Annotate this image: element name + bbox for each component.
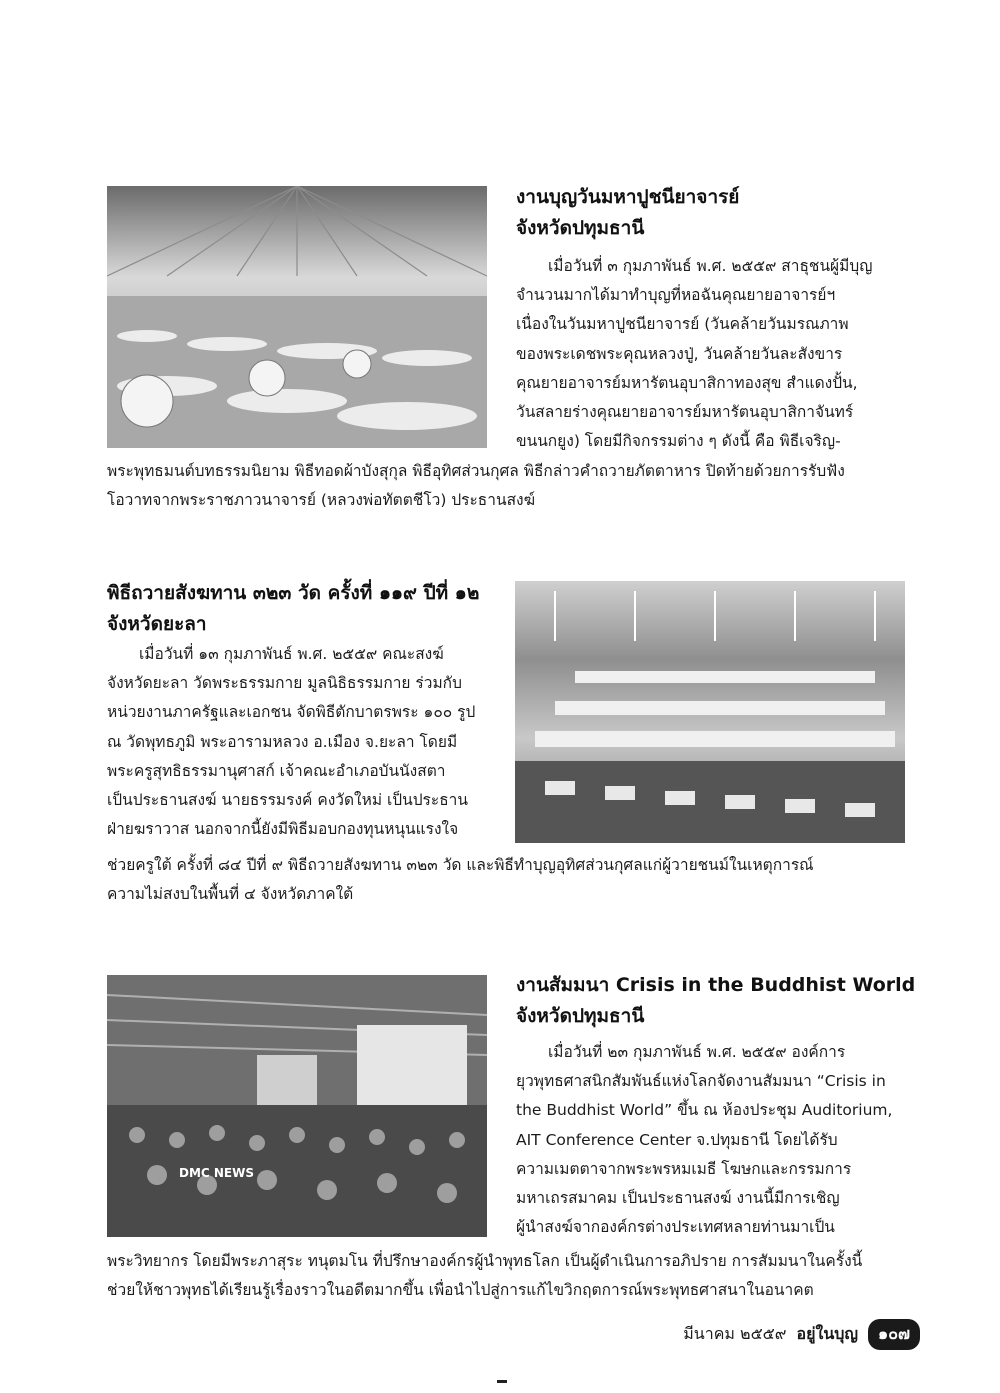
article-2-body-line-4: ณ วัดพุทธภูมิ พระอารามหลวง อ.เมือง จ.ยะลา โดยมี (107, 732, 458, 751)
footer-magazine-name: อยู่ในบุญ (796, 1323, 859, 1343)
article-1-body-line-1: เมื่อวันที่ ๓ กุมภาพันธ์ พ.ศ. ๒๕๕๙ สาธุชนผู้มีบุญ (548, 257, 873, 275)
article-2-body-line-3: หน่วยงานภาครัฐและเอกชน จัดพิธีตักบาตรพระ ๑๐๐ รูป (107, 703, 476, 722)
article-3-photo (107, 975, 487, 1237)
article-1-body-line-5: คุณยายอาจารย์มหารัตนอุบาสิกาทองสุข สำแดงปั้น, (516, 373, 858, 392)
article-1-photo (107, 186, 487, 448)
article-2-body-column (107, 640, 505, 844)
article-3-body-line-4: AIT Conference Center จ.ปทุมธานี โดยได้รับ (516, 1130, 838, 1149)
article-2-body-tail-line-2: ความไม่สงบในพื้นที่ ๔ จังหวัดภาคใต้ (107, 885, 354, 904)
article-2-body-line-6: เป็นประธานสงฆ์ นายธรรมรงค์ คงวัดใหม่ เป็นประธาน (107, 791, 468, 810)
article-2-title (107, 578, 507, 640)
article-2-body-line-7: ฝ่ายฆราวาส นอกจากนี้ยังมีพิธีมอบกองทุนหนุนแรงใจ (107, 820, 459, 839)
article-1-body-full (107, 457, 919, 515)
article-3-body-full (107, 1247, 919, 1305)
page-number-badge: ๑๐๗ (868, 1319, 920, 1350)
page-footer (630, 1318, 920, 1350)
photo-watermark-text: DMC NEWS (179, 1166, 255, 1180)
article-1-body-line-2: จำนวนมากได้มาทำบุญที่หอฉันคุณยายอาจารย์ฯ (516, 286, 836, 305)
article-3-title-line-2: จังหวัดปทุมธานี (516, 1005, 645, 1027)
article-1-body-tail-line-1: พระพุทธมนต์บทธรรมนิยาม พิธีทอดผ้าบังสุกุล พิธีอุทิศส่วนกุศล พิธีกล่าวคำถวายภัตตาหาร ปิดท้ายด้วยการรับฟัง (107, 462, 845, 480)
article-3-body-line-6: มหาเถรสมาคม เป็นประธานสงฆ์ งานนี้มีการเชิญ (516, 1189, 840, 1208)
article-1-title-line-2: จังหวัดปทุมธานี (516, 217, 645, 239)
article-3-body-column (516, 1038, 918, 1242)
article-2-title-line-2: จังหวัดยะลา (107, 613, 207, 635)
article-2-body-line-5: พระครูสุทธิธรรมานุศาสก์ เจ้าคณะอำเภอบันนังสตา (107, 761, 446, 780)
article-3-body-line-3: the Buddhist World” ขึ้น ณ ห้องประชุม Auditorium, (516, 1101, 893, 1120)
article-1-title-line-1: งานบุญวันมหาปูชนียาจารย์ (516, 186, 740, 208)
article-1-title (516, 182, 916, 244)
article-2-body-tail-line-1: ช่วยครูใต้ ครั้งที่ ๘๔ ปีที่ ๙ พิธีถวายสังฆทาน ๓๒๓ วัด และพิธีทำบุญอุทิศส่วนกุศลแก่ผู้วายชนม์ในเหตุการณ์ (107, 856, 814, 874)
article-3-body-line-2: ยุวพุทธศาสนิกสัมพันธ์แห่งโลกจัดงานสัมมนา “Crisis in (516, 1072, 886, 1091)
photo-hall-crowd (107, 186, 487, 448)
article-3-body-line-1: เมื่อวันที่ ๒๓ กุมภาพันธ์ พ.ศ. ๒๕๕๙ องค์การ (548, 1043, 846, 1061)
article-2-body-line-2: จังหวัดยะลา วัดพระธรรมกาย มูลนิธิธรรมกาย ร่วมกับ (107, 674, 462, 693)
article-1-body-line-4: ของพระเดชพระคุณหลวงปู่, วันคล้ายวันละสังขาร (516, 344, 843, 363)
article-3-title (516, 970, 916, 1032)
article-2-body-line-1: เมื่อวันที่ ๑๓ กุมภาพันธ์ พ.ศ. ๒๕๕๙ คณะสงฆ์ (139, 645, 444, 663)
article-1-body-line-6: วันสลายร่างคุณยายอาจารย์มหารัตนอุบาสิกาจันทร์ (516, 403, 854, 422)
article-1-body-column (516, 252, 918, 456)
article-3-body-tail-line-2: ช่วยให้ชาวพุทธได้เรียนรู้เรื่องราวในอดีตมากขึ้น เพื่อนำไปสู่การแก้ไขวิกฤตการณ์พระพุทธศาสนาในอนาคต (107, 1281, 814, 1300)
article-3-body-line-5: ความเมตตาจากพระพรหมเมธี โฆษกและกรรมการ (516, 1159, 852, 1178)
photo-seminar-auditorium (107, 975, 487, 1237)
photo-merit-ceremony (515, 581, 905, 843)
article-1-body-tail-line-2: โอวาทจากพระราชภาวนาจารย์ (หลวงพ่อทัตตชีโว) ประธานสงฆ์ (107, 491, 536, 510)
article-2-body-full (107, 851, 919, 909)
article-3-body-tail-line-1: พระวิทยากร โดยมีพระภาสุระ ทนุตมโน ที่ปรึกษาองค์กรผู้นำพุทธโลก เป็นผู้ดำเนินการอภิปราย การสัมมนาในครั้งนี้ (107, 1252, 863, 1270)
article-3-title-line-1: งานสัมมนา Crisis in the Buddhist World (516, 974, 916, 996)
footer-month-year: มีนาคม ๒๕๕๙ (683, 1323, 787, 1343)
article-2-photo (515, 581, 905, 843)
crop-mark (497, 1380, 507, 1391)
article-3-body-line-7: ผู้นำสงฆ์จากองค์กรต่างประเทศหลายท่านมาเป็น (516, 1218, 835, 1237)
article-1-body-line-7: ขนนกยูง) โดยมีกิจกรรมต่าง ๆ ดังนี้ คือ พิธีเจริญ- (516, 432, 841, 451)
article-2-title-line-1: พิธีถวายสังฆทาน ๓๒๓ วัด ครั้งที่ ๑๑๙ ปีที่ ๑๒ (107, 582, 480, 604)
article-1-body-line-3: เนื่องในวันมหาปูชนียาจารย์ (วันคล้ายวันมรณภาพ (516, 315, 849, 334)
